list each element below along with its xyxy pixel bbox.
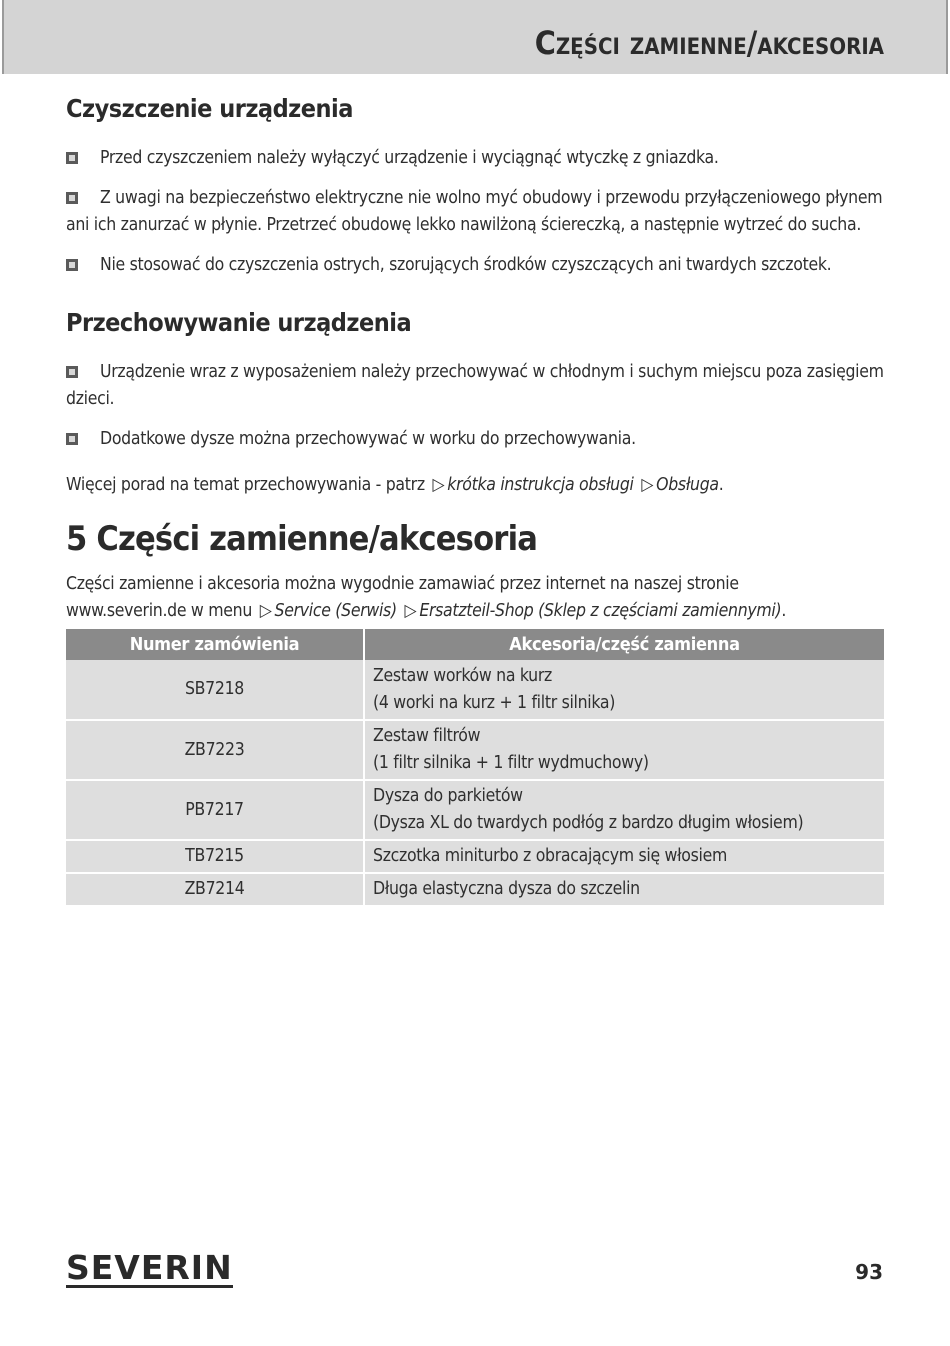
storage-heading: Przechowywanie urządzenia <box>66 308 412 337</box>
severin-logo: SEVERIN <box>66 1248 233 1287</box>
table-row <box>66 660 884 720</box>
chapter-heading: 5 Części zamienne/akcesoria <box>66 519 538 559</box>
accessory-cell: Szczotka miniturbo z obracającym się włosiem <box>364 840 884 873</box>
menu-service[interactable]: Service (Serwis) <box>274 601 397 621</box>
cleaning-item: Przed czyszczeniem należy wyłączyć urządzenie i wyciągnąć wtyczkę z gniazdka. <box>66 145 884 172</box>
order-number-cell: ZB7214 <box>66 873 364 906</box>
order-number-cell: SB7218 <box>66 660 364 720</box>
bullet-icon <box>66 192 78 204</box>
storage-more: Więcej porad na temat przechowywania - patrz ▷ krótka instrukcja obsługi ▷ Obsługa. <box>66 475 724 495</box>
bullet-icon <box>66 152 78 164</box>
triangle-right-icon: ▷ <box>259 601 272 621</box>
triangle-right-icon: ▷ <box>432 475 445 495</box>
accessory-cell: Zestaw worków na kurz (4 worki na kurz + 1 filtr silnika) <box>364 660 884 720</box>
column-header-accessory: Akcesoria/część zamienna <box>364 629 884 660</box>
page-header-title: Części zamienne/akcesoria <box>534 24 884 62</box>
table-row <box>66 780 884 840</box>
cleaning-item: Z uwagi na bezpieczeństwo elektryczne nie wolno myć obudowy i przewodu przyłączeniowego płynem ani ich zanurzać w płynie. Przetrzeć obudowę lekko nawilżoną ściereczką, a następnie wytrzeć do sucha. <box>66 188 883 235</box>
column-header-order-number: Numer zamówienia <box>66 629 364 660</box>
triangle-right-icon: ▷ <box>404 601 417 621</box>
table-row <box>66 720 884 780</box>
order-number-cell: TB7215 <box>66 840 364 873</box>
accessory-cell: Długa elastyczna dysza do szczelin <box>364 873 884 906</box>
bullet-icon <box>66 366 78 378</box>
table-row <box>66 840 884 873</box>
accessory-cell: Dysza do parkietów (Dysza XL do twardych podłóg z bardzo długim włosiem) <box>364 780 884 840</box>
cleaning-item: Nie stosować do czyszczenia ostrych, szorujących środków czyszczących ani twardych szczotek. <box>66 252 884 279</box>
parts-table <box>66 629 884 907</box>
order-number-cell: PB7217 <box>66 780 364 840</box>
table-row <box>66 873 884 906</box>
table-header-row <box>66 629 884 660</box>
link-operation[interactable]: Obsługa <box>656 475 719 495</box>
cleaning-heading: Czyszczenie urządzenia <box>66 94 353 123</box>
page-number: 93 <box>855 1260 883 1284</box>
link-short-manual[interactable]: krótka instrukcja obsługi <box>447 475 634 495</box>
storage-item: Dodatkowe dysze można przechowywać w worku do przechowywania. <box>66 426 884 453</box>
triangle-right-icon: ▷ <box>641 475 654 495</box>
accessory-cell: Zestaw filtrów (1 filtr silnika + 1 filtr wydmuchowy) <box>364 720 884 780</box>
menu-parts-shop[interactable]: Ersatzteil-Shop (Sklep z częściami zamiennymi) <box>419 601 782 621</box>
storage-item: Urządzenie wraz z wyposażeniem należy przechowywać w chłodnym i suchym miejscu poza zasięgiem dzieci. <box>66 362 884 409</box>
bullet-icon <box>66 259 78 271</box>
bullet-icon <box>66 433 78 445</box>
parts-intro: Części zamienne i akcesoria można wygodnie zamawiać przez internet na naszej stronie www.severin.de w menu ▷ Service (Serwis) ▷ Ersatzteil-Shop (Sklep z częściami zamiennymi). <box>66 574 787 621</box>
order-number-cell: ZB7223 <box>66 720 364 780</box>
